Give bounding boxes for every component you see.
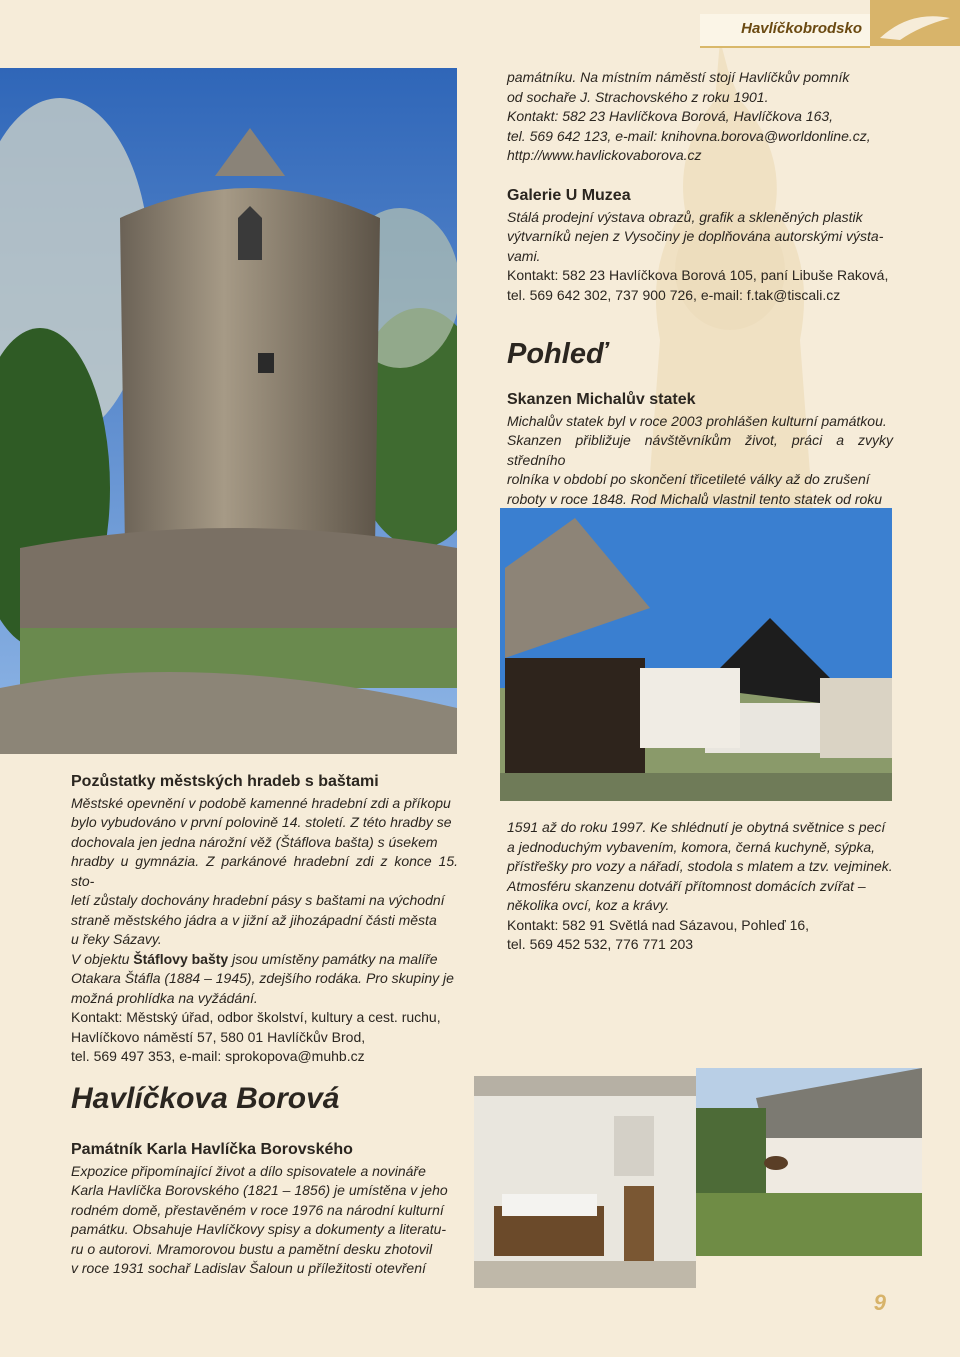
hradby-section xyxy=(71,772,458,1067)
pohled-line: Atmosféru skanzenu dotváří přítomnost domácích zvířat – xyxy=(507,877,866,894)
farm-photo xyxy=(500,508,892,801)
pohled-line: 1591 až do roku 1997. Ke shlédnutí je obytná světnice s pecí xyxy=(507,819,886,835)
intro-line: od sochaře J. Strachovského z roku 1901. xyxy=(507,88,769,105)
pohled-line: několika ovcí, koz a krávy. xyxy=(507,897,670,913)
borova-line: v roce 1931 sochař Ladislav Šaloun u příležitosti otevření xyxy=(71,1260,426,1276)
hradby-title: Pozůstatky městských hradeb s baštami xyxy=(71,773,379,790)
farmyard-photo xyxy=(696,1068,922,1256)
pohled-subtitle: Skanzen Michalův statek xyxy=(507,391,696,408)
intro-block xyxy=(507,68,893,166)
tower-photo xyxy=(0,68,457,754)
galerie-title: Galerie U Muzea xyxy=(507,187,631,204)
galerie-phone: tel. 569 642 302, 737 900 726, e-mail: f.tak@tiscali.cz xyxy=(507,286,841,303)
pohled-line: rolníka v období po skončení třicetileté války až do zrušení xyxy=(507,471,870,487)
borova-line: ru o autorovi. Mramorovou bustu a pamětní desku zhotovil xyxy=(71,1240,433,1257)
pohled-title: Pohleď xyxy=(507,338,608,370)
pohled-line: přístřešky pro vozy a nářadí, stodola s mlatem a tzv. vejminek. xyxy=(507,858,893,874)
pohled-phone: tel. 569 452 532, 776 771 203 xyxy=(507,936,694,952)
pohled-section xyxy=(507,390,893,509)
borova-line: rodném domě, přestavěném v roce 1976 na národní kulturní xyxy=(71,1201,444,1218)
intro-line: tel. 569 642 123, e-mail: knihovna.borova@worldonline.cz, xyxy=(507,127,871,144)
borova-line: památku. Obsahuje Havlíčkovy spisy a dokumenty a literatu- xyxy=(71,1221,447,1237)
hradby-line: u řeky Sázavy. xyxy=(71,931,162,947)
borova-section xyxy=(71,1140,458,1279)
region-header xyxy=(700,14,870,48)
hradby-line: hradby u gymnázia. Z parkánové hradební zdi z konce 15. sto- xyxy=(71,853,458,889)
hradby-line: Otakara Štáfla (1884 – 1945), zdejšího rodáka. Pro skupiny je xyxy=(71,970,454,986)
pohled-continued xyxy=(507,818,893,955)
galerie-line: výtvarníků nejen z Vysočiny je doplňována autorskými výsta- xyxy=(507,228,884,244)
pohled-line: Skanzen přibližuje návštěvníkům život, práci a zvyky středního xyxy=(507,432,893,468)
hradby-line: dochovala jen jedna nárožní věž (Štáflova bašta) s úsekem xyxy=(71,833,438,850)
pohled-line: Michalův statek byl v roce 2003 prohlášen kulturní památkou. xyxy=(507,412,887,429)
interior-photo xyxy=(474,1076,696,1288)
intro-line: památníku. Na místním náměstí stojí Havlíčkův pomník xyxy=(507,69,850,85)
hradby-line: možná prohlídka na vyžádání. xyxy=(71,989,258,1006)
hradby-line: straně městského jádra a v jižní až jihozápadní části města xyxy=(71,911,437,928)
region-title: Havlíčkobrodsko xyxy=(741,20,862,37)
header-decoration xyxy=(870,0,960,46)
objekt-post: jsou umístěny památky na malíře xyxy=(228,950,438,967)
borova-title: Havlíčkova Borová xyxy=(71,1082,340,1115)
borova-line: Karla Havlíčka Borovského (1821 – 1856) je umístěna v jeho xyxy=(71,1182,448,1198)
hradby-objekt-line xyxy=(71,950,458,970)
hradby-contact: Kontakt: Městský úřad, odbor školství, kultury a cest. ruchu, xyxy=(71,1009,441,1025)
galerie-section xyxy=(507,186,893,305)
pohled-contact: Kontakt: 582 91 Světlá nad Sázavou, Pohleď 16, xyxy=(507,916,810,933)
pohled-line: roboty v roce 1848. Rod Michalů vlastnil tento statek od roku xyxy=(507,490,883,507)
pohled-line: a jednoduchým vybavením, komora, černá kuchyně, sýpka, xyxy=(507,838,876,855)
galerie-line: Stálá prodejní výstava obrazů, grafik a skleněných plastik xyxy=(507,208,863,225)
galerie-contact: Kontakt: 582 23 Havlíčkova Borová 105, paní Libuše Raková, xyxy=(507,267,889,283)
hradby-line: letí zůstaly dochovány hradební pásy s baštami na východní xyxy=(71,892,445,908)
hradby-line: Městské opevnění v podobě kamenné hradební zdi a příkopu xyxy=(71,794,451,811)
intro-link[interactable]: http://www.havlickovaborova.cz xyxy=(507,147,702,163)
galerie-line: vami. xyxy=(507,247,541,264)
borova-subtitle: Památník Karla Havlíčka Borovského xyxy=(71,1141,353,1158)
objekt-pre: V objektu xyxy=(71,950,134,967)
intro-line: Kontakt: 582 23 Havlíčkova Borová, Havlíčkova 163, xyxy=(507,108,834,124)
staflova-basta-name: Štáflovy bašty xyxy=(133,950,229,967)
hradby-line: bylo vybudováno v první polovině 14. století. Z této hradby se xyxy=(71,814,452,830)
borova-line: Expozice připomínající život a dílo spisovatele a novináře xyxy=(71,1162,426,1179)
hradby-address: Havlíčkovo náměstí 57, 580 01 Havlíčkův Brod, xyxy=(71,1028,366,1045)
page-number: 9 xyxy=(873,1290,886,1315)
hradby-phone: tel. 569 497 353, e-mail: sprokopova@muhb.cz xyxy=(71,1048,365,1064)
